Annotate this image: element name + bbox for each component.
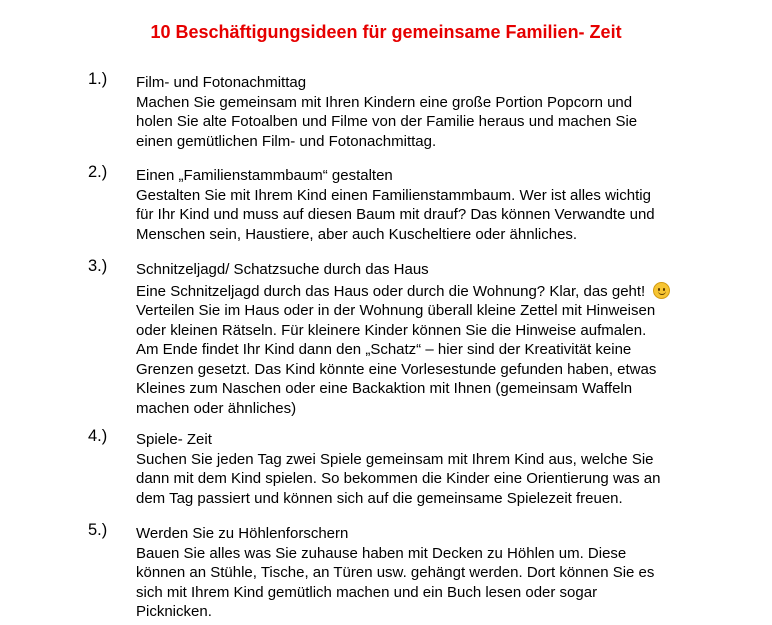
item-number: 2.): [88, 163, 108, 181]
item-number: 3.): [88, 257, 108, 275]
item-heading: Film- und Fotonachmittag: [136, 74, 307, 91]
item-heading: Einen „Familienstammbaum“ gestalten: [136, 167, 393, 184]
item-number: 5.): [88, 521, 108, 539]
item-body: [136, 166, 736, 244]
item-text-line: Am Ende findet Ihr Kind dann den „Schatz“ – hier sind der Kreativität keine: [136, 341, 632, 358]
item-number: 1.): [88, 70, 108, 88]
item-number: 4.): [88, 427, 108, 445]
item-text-line: oder kleinen Rätseln. Für kleinere Kinder können Sie die Hinweise aufmalen.: [136, 321, 647, 339]
item-text-line: können an Stühle, Tische, an Türen usw. gehängt werden. Dort können Sie es: [136, 564, 655, 581]
item-text-line: Bauen Sie alles was Sie zuhause haben mit Decken zu Höhlen um. Diese: [136, 544, 627, 562]
item-text-line: Suchen Sie jeden Tag zwei Spiele gemeinsam mit Ihrem Kind aus, welche Sie: [136, 450, 654, 468]
item-text-line: Machen Sie gemeinsam mit Ihren Kindern eine große Portion Popcorn und: [136, 93, 633, 111]
item-body: [136, 430, 736, 508]
item-body: [136, 73, 736, 151]
item-text-line: Grenzen gesetzt. Das Kind könnte eine Vorlesestunde gefunden haben, etwas: [136, 360, 657, 378]
item-text-line: für Ihr Kind und muss auf diesen Baum mit drauf? Das können Verwandte und: [136, 206, 655, 223]
item-heading: Schnitzeljagd/ Schatzsuche durch das Haus: [136, 261, 429, 278]
item-text-line: dem Tag passiert und können sich auf die gemeinsame Spielezeit freuen.: [136, 489, 623, 507]
item-text-line: Verteilen Sie im Haus oder in der Wohnung überall kleine Zettel mit Hinweisen: [136, 302, 656, 319]
item-text-line: sich mit Ihrem Kind gemütlich machen und ein Buch lesen oder sogar: [136, 583, 598, 601]
item-text-line: Gestalten Sie mit Ihrem Kind einen Familienstammbaum. Wer ist alles wichtig: [136, 186, 651, 204]
item-text-line-with-emoji: [136, 282, 736, 302]
item-text: Eine Schnitzeljagd durch das Haus oder durch die Wohnung? Klar, das geht!: [136, 282, 646, 300]
item-text-line: holen Sie alte Fotoalben und Filme von der Familie heraus und machen Sie: [136, 113, 638, 130]
item-text-line: Menschen sein, Haustiere, aber auch Kuscheltiere oder ähnliches.: [136, 225, 578, 243]
item-body: [136, 524, 736, 622]
item-text-line: einen gemütlichen Film- und Fotonachmittag.: [136, 132, 437, 150]
item-text-line: machen oder ähnliches): [136, 399, 297, 417]
document-title: 10 Beschäftigungsideen für gemeinsame Familien- Zeit: [150, 22, 622, 42]
item-text-line: dann mit dem Kind spielen. So bekommen die Kinder eine Orientierung was an: [136, 470, 661, 487]
item-body: [136, 260, 736, 418]
item-text-line: Kleines zum Naschen oder eine Backaktion mit Ihnen (gemeinsam Waffeln: [136, 380, 633, 397]
smiling-face-icon: [653, 282, 670, 299]
item-text-line: Picknicken.: [136, 603, 212, 620]
item-heading: Spiele- Zeit: [136, 431, 212, 448]
item-heading: Werden Sie zu Höhlenforschern: [136, 525, 349, 542]
